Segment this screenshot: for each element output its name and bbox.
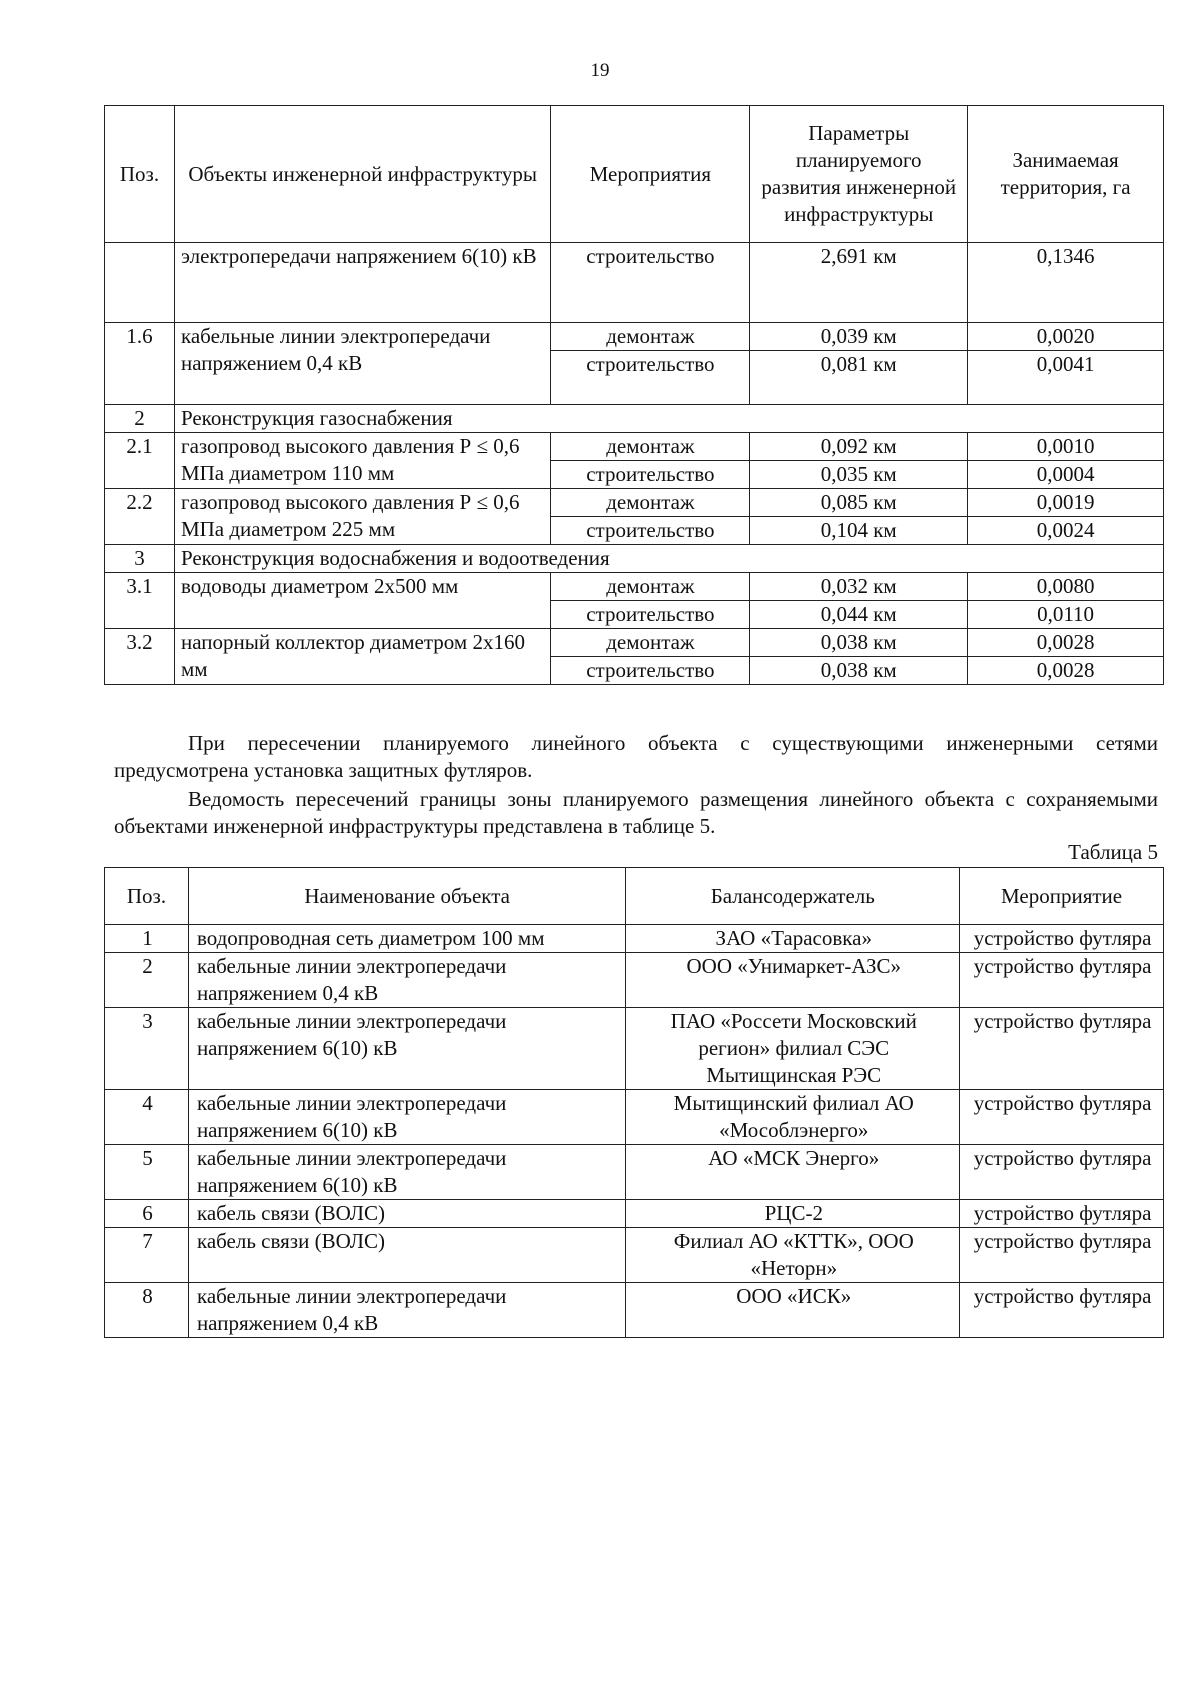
cell-measure: устройство футляра <box>960 1200 1164 1228</box>
cell-measure: устройство футляра <box>960 1283 1164 1338</box>
cell-object-name: кабельные линии электропередачи напряжением 6(10) кВ <box>188 1090 625 1145</box>
cell-param: 0,092 км <box>750 433 968 461</box>
header-objects: Объекты инженерной инфраструктуры <box>174 106 550 243</box>
cell-object: водоводы диаметром 2х500 мм <box>174 573 550 629</box>
table-row <box>105 243 1164 323</box>
table-row <box>105 323 1164 351</box>
cell-pos: 3 <box>105 545 175 573</box>
table-row <box>105 1283 1164 1338</box>
cell-measure: устройство футляра <box>960 1145 1164 1200</box>
cell-pos: 5 <box>105 1145 189 1200</box>
cell-param: 0,104 км <box>750 517 968 545</box>
cell-object-name: водопроводная сеть диаметром 100 мм <box>188 925 625 953</box>
cell-object-name: кабельные линии электропередачи напряжением 0,4 кВ <box>188 953 625 1008</box>
cell-area: 0,0024 <box>968 517 1164 545</box>
cell-action: строительство <box>551 243 750 323</box>
cell-param: 0,038 км <box>750 657 968 685</box>
cell-param: 0,081 км <box>750 351 968 405</box>
cell-param: 0,039 км <box>750 323 968 351</box>
header-pos: Поз. <box>105 106 175 243</box>
cell-measure: устройство футляра <box>960 953 1164 1008</box>
cell-action: строительство <box>551 657 750 685</box>
cell-pos: 1 <box>105 925 189 953</box>
cell-holder: ПАО «Россети Московский регион» филиал СЭС Мытищинская РЭС <box>626 1008 960 1090</box>
table-header-row <box>105 868 1164 925</box>
cell-param: 0,038 км <box>750 629 968 657</box>
table-row <box>105 1145 1164 1200</box>
cell-pos: 1.6 <box>105 323 175 405</box>
cell-object-name: кабельные линии электропередачи напряжением 6(10) кВ <box>188 1145 625 1200</box>
cell-section-title: Реконструкция газоснабжения <box>174 405 1163 433</box>
cell-object-name: кабельные линии электропередачи напряжением 6(10) кВ <box>188 1008 625 1090</box>
cell-area: 0,0110 <box>968 601 1164 629</box>
table-row <box>105 953 1164 1008</box>
cell-measure: устройство футляра <box>960 925 1164 953</box>
cell-pos: 8 <box>105 1283 189 1338</box>
cell-param: 0,085 км <box>750 489 968 517</box>
cell-pos <box>105 243 175 323</box>
cell-param: 2,691 км <box>750 243 968 323</box>
cell-action: демонтаж <box>551 629 750 657</box>
table-row <box>105 629 1164 657</box>
table-row <box>105 1228 1164 1283</box>
table-row <box>105 489 1164 517</box>
cell-measure: устройство футляра <box>960 1090 1164 1145</box>
cell-pos: 6 <box>105 1200 189 1228</box>
cell-holder: Филиал АО «КТТК», ООО «Неторн» <box>626 1228 960 1283</box>
cell-area: 0,1346 <box>968 243 1164 323</box>
header-area: Занимаемая территория, га <box>968 106 1164 243</box>
cell-object-name: кабель связи (ВОЛС) <box>188 1200 625 1228</box>
cell-action: демонтаж <box>551 433 750 461</box>
cell-pos: 7 <box>105 1228 189 1283</box>
cell-object: газопровод высокого давления Р ≤ 0,6 МПа диаметром 110 мм <box>174 433 550 489</box>
cell-pos: 2.2 <box>105 489 175 545</box>
cell-action: демонтаж <box>551 323 750 351</box>
table-intersections <box>104 867 1164 1338</box>
header-object-name: Наименование объекта <box>188 868 625 925</box>
cell-area: 0,0028 <box>968 629 1164 657</box>
cell-action: строительство <box>551 517 750 545</box>
cell-holder: РЦС-2 <box>626 1200 960 1228</box>
header-measures: Мероприятия <box>551 106 750 243</box>
cell-holder: Мытищинский филиал АО «Мособлэнерго» <box>626 1090 960 1145</box>
cell-holder: ООО «Унимаркет-АЗС» <box>626 953 960 1008</box>
cell-action: строительство <box>551 351 750 405</box>
cell-area: 0,0010 <box>968 433 1164 461</box>
cell-action: демонтаж <box>551 573 750 601</box>
paragraph-protective-cases: При пересечении планируемого линейного объекта с существующими инженерными сетями предусмотрена установка защитных футляров. <box>114 731 1158 782</box>
cell-object-name: кабель связи (ВОЛС) <box>188 1228 625 1283</box>
cell-object: электропередачи напряжением 6(10) кВ <box>174 243 550 323</box>
cell-holder: АО «МСК Энерго» <box>626 1145 960 1200</box>
cell-action: строительство <box>551 461 750 489</box>
cell-param: 0,032 км <box>750 573 968 601</box>
cell-pos: 2 <box>105 405 175 433</box>
paragraph-intersections: Ведомость пересечений границы зоны планируемого размещения линейного объекта с сохраняемыми объектами инженерной инфраструктуры представлена в таблице 5. <box>114 787 1158 838</box>
cell-pos: 3 <box>105 1008 189 1090</box>
cell-measure: устройство футляра <box>960 1008 1164 1090</box>
cell-holder: ЗАО «Тарасовка» <box>626 925 960 953</box>
table-infrastructure-measures <box>104 105 1164 685</box>
cell-area: 0,0019 <box>968 489 1164 517</box>
table-row <box>105 573 1164 601</box>
cell-area: 0,0041 <box>968 351 1164 405</box>
header-measure: Мероприятие <box>960 868 1164 925</box>
table-header-row <box>105 106 1164 243</box>
cell-pos: 2 <box>105 953 189 1008</box>
header-pos: Поз. <box>105 868 189 925</box>
table5-caption: Таблица 5 <box>1068 840 1158 864</box>
cell-object: напорный коллектор диаметром 2х160 мм <box>174 629 550 685</box>
header-parameters: Параметры планируемого развития инженерной инфраструктуры <box>750 106 968 243</box>
table-row <box>105 925 1164 953</box>
cell-area: 0,0028 <box>968 657 1164 685</box>
cell-pos: 4 <box>105 1090 189 1145</box>
table-section-row <box>105 545 1164 573</box>
header-holder: Балансодержатель <box>626 868 960 925</box>
cell-object: газопровод высокого давления Р ≤ 0,6 МПа диаметром 225 мм <box>174 489 550 545</box>
cell-action: строительство <box>551 601 750 629</box>
cell-measure: устройство футляра <box>960 1228 1164 1283</box>
cell-pos: 3.1 <box>105 573 175 629</box>
cell-param: 0,044 км <box>750 601 968 629</box>
cell-param: 0,035 км <box>750 461 968 489</box>
table-section-row <box>105 405 1164 433</box>
cell-section-title: Реконструкция водоснабжения и водоотведения <box>174 545 1163 573</box>
table-row <box>105 1008 1164 1090</box>
table-row <box>105 1200 1164 1228</box>
cell-holder: ООО «ИСК» <box>626 1283 960 1338</box>
table-row <box>105 433 1164 461</box>
cell-pos: 2.1 <box>105 433 175 489</box>
cell-object-name: кабельные линии электропередачи напряжением 0,4 кВ <box>188 1283 625 1338</box>
table-row <box>105 1090 1164 1145</box>
cell-action: демонтаж <box>551 489 750 517</box>
page-number: 19 <box>590 60 610 81</box>
cell-pos: 3.2 <box>105 629 175 685</box>
cell-area: 0,0080 <box>968 573 1164 601</box>
cell-object: кабельные линии электропередачи напряжением 0,4 кВ <box>174 323 550 405</box>
cell-area: 0,0004 <box>968 461 1164 489</box>
cell-area: 0,0020 <box>968 323 1164 351</box>
